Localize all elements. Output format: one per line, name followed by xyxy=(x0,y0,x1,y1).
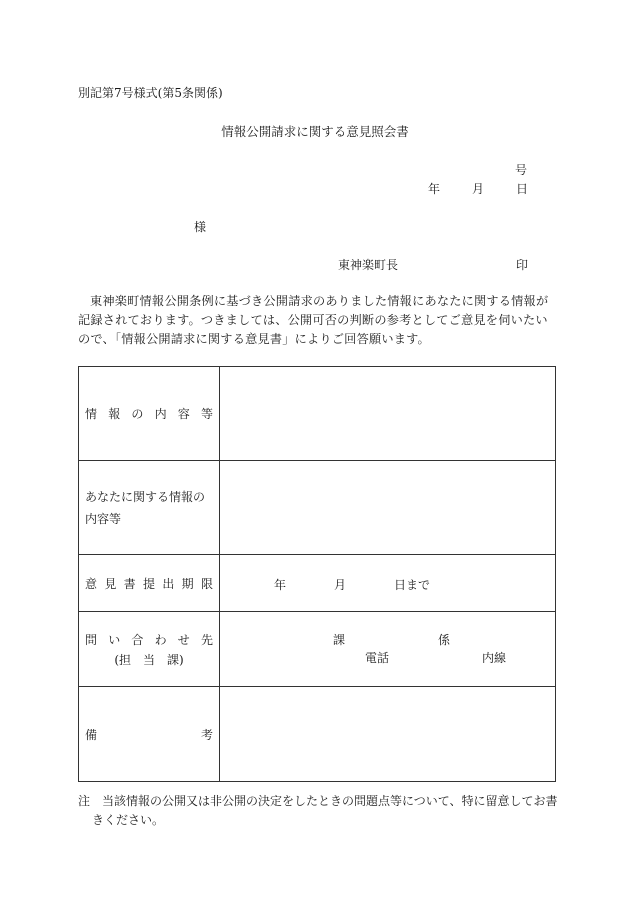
remarks-value[interactable] xyxy=(220,687,556,782)
contact-extension: 内線 xyxy=(482,651,507,665)
deadline-month: 月 xyxy=(334,578,347,592)
remarks-label: 備 考 xyxy=(79,687,220,782)
deadline-day: 日まで xyxy=(394,578,431,592)
related-info-label: あなたに関する情報の 内容等 xyxy=(79,461,220,555)
date-month-label: 月 xyxy=(471,182,484,196)
table-row xyxy=(79,555,556,612)
deadline-value[interactable] xyxy=(220,555,556,612)
related-info-value[interactable] xyxy=(220,461,556,555)
deadline-year: 年 xyxy=(274,578,287,592)
issue-date xyxy=(428,180,528,197)
inquiry-form-table xyxy=(78,366,556,782)
sender-name: 東神楽町長 xyxy=(338,258,399,272)
table-row xyxy=(79,687,556,782)
seal-mark: 印 xyxy=(516,258,529,272)
date-year-label: 年 xyxy=(428,182,441,196)
table-row xyxy=(79,461,556,555)
body-paragraph: 東神楽町情報公開条例に基づき公開請求のありました情報にあなたに関する情報が記録されております。つきましては、公開可否の判断の参考としてご意見を伺いたいので、「情報公開請求に関する意見書」によりご回答願います。 xyxy=(78,294,549,346)
table-row xyxy=(79,612,556,687)
contact-value[interactable] xyxy=(220,612,556,687)
contact-subsection: 係 xyxy=(438,633,451,647)
footnote: 注 当該情報の公開又は非公開の決定をしたときの問題点等について、特に留意してお書 きください。 xyxy=(78,794,558,827)
contact-section: 課 xyxy=(333,633,346,647)
table-row xyxy=(79,367,556,461)
info-content-value[interactable] xyxy=(220,367,556,461)
info-content-label: 情 報 の 内 容 等 xyxy=(79,367,220,461)
addressee-suffix: 様 xyxy=(194,220,207,234)
deadline-label: 意 見 書 提 出 期 限 xyxy=(79,555,220,612)
document-number-label: 号 xyxy=(515,163,528,177)
date-day-label: 日 xyxy=(515,182,528,196)
contact-phone: 電話 xyxy=(365,651,390,665)
form-reference: 別記第7号様式(第5条関係) xyxy=(78,86,223,100)
contact-label: 問 い 合 わ せ 先 (担 当 課) xyxy=(79,612,220,687)
document-title: 情報公開請求に関する意見照会書 xyxy=(221,124,409,139)
